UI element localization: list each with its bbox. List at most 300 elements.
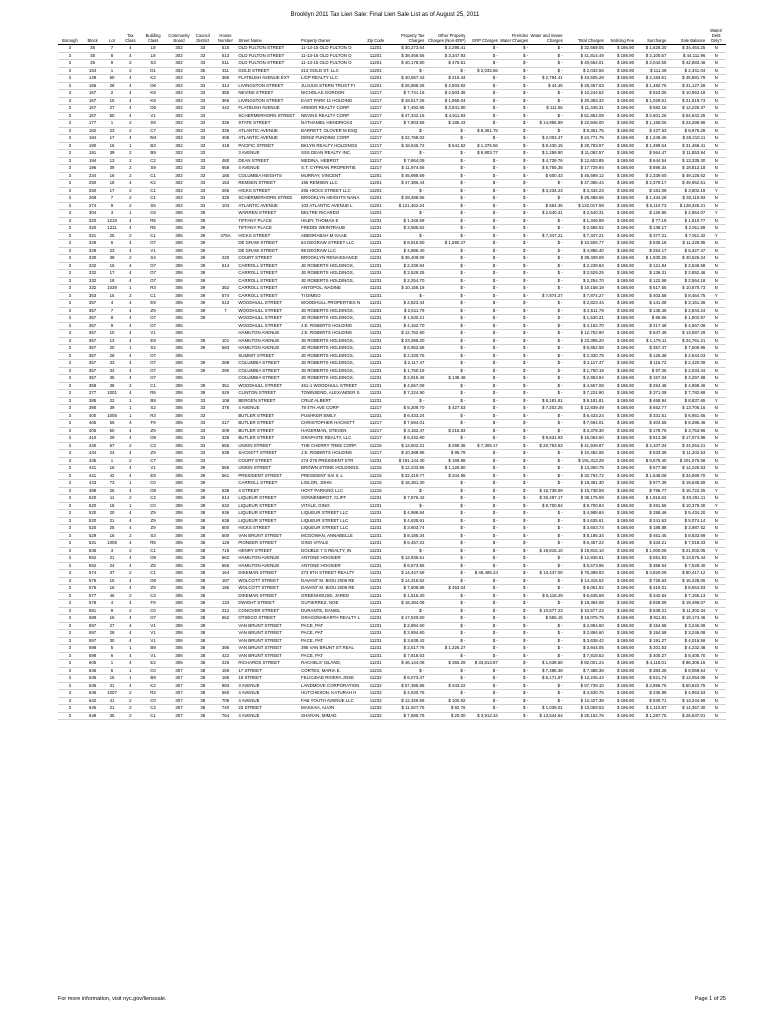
table-row [58,240,726,248]
table-cell: 3 [58,382,82,390]
table-cell: 4 [121,390,140,398]
table-cell: $ 92.76 [425,705,466,713]
table-cell: 3 [58,330,82,338]
table-cell: $ 517.65 [635,285,667,293]
table-cell: HAMILTON AVENUE [237,345,300,353]
table-row [58,652,726,660]
table-cell: 3 [58,150,82,158]
table-row [58,285,726,293]
table-cell: $ - [466,480,498,488]
column-header: Building Class [140,28,166,45]
table-cell: $ 38,409.09 [387,255,426,263]
table-cell: $ 186.90 [605,540,635,548]
table-cell: 529 [82,532,104,540]
table-cell: $ - [529,307,564,315]
table-cell: HICKS STREET [237,525,300,533]
table-cell: 39 [103,405,120,413]
table-cell: $ - [466,487,498,495]
table-cell: 4 [121,472,140,480]
table-cell: WOLCOTT STREET [237,585,300,593]
table-cell: 42 [103,472,120,480]
table-cell: 33 [192,97,214,105]
table-row [58,105,726,113]
table-cell: 11231 [365,517,387,525]
table-cell: $ 1,628.30 [635,45,667,53]
table-cell: $ - [499,367,529,375]
table-cell: 11232 [365,690,387,698]
table-cell: VAN BRUNT STREET [237,645,300,653]
table-cell: $ - [499,405,529,413]
table-cell: 3 [58,165,82,173]
table-cell: 33 [192,112,214,120]
table-cell: N [706,157,726,165]
table-cell: 3 [58,52,82,60]
table-cell: 39 [192,382,214,390]
table-cell: MASSAH, ALVIN [300,705,365,713]
table-row [58,322,726,330]
table-cell: $ - [529,465,564,473]
table-cell: 332 [82,285,104,293]
table-row [58,690,726,698]
table-cell: $ 178.76 [635,427,667,435]
table-cell [214,412,238,420]
table-cell: $ 186.90 [605,532,635,540]
table-cell: $ 186.90 [605,195,635,203]
table-cell: 306 [166,412,192,420]
table-cell: $ - [466,105,498,113]
table-cell: $ - [499,427,529,435]
table-cell: 597 [82,637,104,645]
table-cell: LIQUEUR STREET [237,502,300,510]
table-cell: $ 538.21 [635,607,667,615]
table-cell: 38 [192,705,214,713]
table-cell: $ - [529,285,564,293]
table-cell: $ - [425,487,466,495]
table-cell: V1 [140,652,166,660]
table-cell: $ 6,952.58 [387,345,426,353]
table-cell: $ 8,976.28 [667,127,706,135]
table-cell: GREENHOUSE, JARED [300,592,365,600]
table-cell: 11231 [365,217,387,225]
table-cell: JE ROBERTS HOLDINGS, [300,360,365,368]
table-cell: 302 [166,60,192,68]
table-cell: $ 186.90 [605,457,635,465]
table-cell: 306 [166,652,192,660]
footer-info-link[interactable]: For more information, visit nyc.gov/lienssale. [58,996,167,1002]
table-cell: PACE, PAT [300,652,365,660]
table-cell: $ - [529,337,564,345]
table-cell: $ - [499,375,529,383]
table-cell: $ - [499,502,529,510]
table-cell: $ 186.90 [605,157,635,165]
table-row [58,630,726,638]
table-cell: $ 1,326.27 [425,645,466,653]
table-cell: $ 18,813.18 [667,165,706,173]
table-cell: $ 186.90 [605,705,635,713]
table-cell: SUMMIT STREET [237,352,300,360]
table-cell: 11215 [365,442,387,450]
table-cell: C1 [140,570,166,578]
table-cell: $ 2,540.31 [529,210,564,218]
table-cell: 302 [166,112,192,120]
table-cell: N [706,630,726,638]
table-cell: $ 4,530.75 [387,690,426,698]
table-cell: $ 191,313.28 [564,457,605,465]
table-cell: 357 [82,330,104,338]
table-cell: 1001 [103,390,120,398]
table-cell: $ - [529,645,564,653]
table-cell: $ 1,000.05 [635,547,667,555]
table-cell: $ - [499,592,529,600]
table-cell: 320 [82,217,104,225]
table-cell: JE ROBERTS HOLDINGS, [300,352,365,360]
table-cell: 3 [58,637,82,645]
table-cell: $ 371.09 [635,390,667,398]
column-header: Tax Class [121,28,140,45]
table-cell: $ 1,802.97 [667,315,706,323]
table-cell: 306 [166,510,192,518]
table-cell: $ 186.90 [605,97,635,105]
table-cell: $ 11,228.85 [667,240,706,248]
table-cell: N [706,112,726,120]
column-header: Property Owner [300,28,365,45]
table-cell: $ 186.90 [605,562,635,570]
table-cell: DENIZ FUNDING CORP [300,135,365,143]
table-cell: 3 [58,255,82,263]
table-cell: $ 11,927.76 [387,705,426,713]
table-cell: HOYT PARKING LLC [300,487,365,495]
table-cell: 11231 [365,652,387,660]
table-cell: 38 [192,690,214,698]
table-cell: 302 [166,127,192,135]
table-cell: $ - [466,427,498,435]
table-cell: 4 [121,450,140,458]
table-cell: 39 [192,210,214,218]
table-cell: $ 3,434.23 [564,187,605,195]
table-cell: $ 185.43 [425,120,466,128]
table-cell: $ - [466,345,498,353]
table-cell: C1 [140,187,166,195]
table-cell: $ - [529,682,564,690]
table-cell: $ 186.90 [605,307,635,315]
table-cell: COLUMBIA STREET [237,360,300,368]
table-cell: $ - [425,495,466,503]
table-cell: $ 6,433.24 [564,412,605,420]
table-cell: $ 11,062.57 [564,150,605,158]
table-cell: 352 [214,285,238,293]
table-cell: $ 186.90 [605,712,635,720]
table-cell: 2 [121,607,140,615]
table-cell: $ - [387,487,426,495]
table-cell: N [706,420,726,428]
table-cell: 15 [103,97,120,105]
table-cell: 306 [166,382,192,390]
table-cell: HAMILTON AVENUE [237,555,300,563]
table-cell: 480 [214,157,238,165]
table-row [58,637,726,645]
table-cell: 11217 [365,135,387,143]
table-cell: 306 [166,615,192,623]
table-cell: $ - [425,285,466,293]
table-cell: $ 49,952.51 [667,180,706,188]
table-cell: 11215 [365,472,387,480]
table-cell: $ 46,144.08 [387,660,426,668]
table-cell: N [706,337,726,345]
table-cell: $ 18,075.75 [564,615,605,623]
table-cell: 2 [121,442,140,450]
table-cell: 46 [103,592,120,600]
table-cell: N [706,585,726,593]
table-cell: WOODHULL STREET [237,322,300,330]
table-cell: 34 [103,367,120,375]
table-cell: 38 [192,592,214,600]
table-cell: $ 201.53 [635,645,667,653]
table-cell: N [706,270,726,278]
table-cell: 418 [214,142,238,150]
table-cell: $ 19,815.10 [529,547,564,555]
table-cell: 13 [103,157,120,165]
table-cell: $ 45,881.79 [667,75,706,83]
table-cell: $ 186.90 [605,202,635,210]
table-cell: $ 13,335.30 [667,157,706,165]
table-cell: $ - [499,510,529,518]
table-cell: 600 [214,525,238,533]
table-cell: 225 [214,660,238,668]
table-cell: 3 [58,105,82,113]
table-cell: COLUMBIA STREET [237,367,300,375]
table-cell: $ 2,503.92 [425,82,466,90]
table-cell: $ 46,599.12 [564,172,605,180]
table-cell: 302 [166,97,192,105]
table-cell: 33 [192,157,214,165]
table-cell: 3 [58,120,82,128]
table-cell: $ - [466,232,498,240]
table-cell: N [706,465,726,473]
table-cell: $ - [425,270,466,278]
table-cell: $ 2,529.25 [564,270,605,278]
table-cell: 4 [121,562,140,570]
table-cell: $ 13,447.00 [529,570,564,578]
table-cell: $ 7,876.42 [387,495,426,503]
table-cell: $ - [499,562,529,570]
table-cell: 410 [82,435,104,443]
table-cell: 11217 [365,90,387,98]
table-cell: $ - [499,75,529,83]
table-cell: REMSEN STREET [237,180,300,188]
table-cell: $ 12,752.90 [387,330,426,338]
table-cell: $ - [466,667,498,675]
table-cell: 4 AVENUE [237,697,300,705]
table-row [58,540,726,548]
table-cell: 306 [166,375,192,383]
table-cell: 3 [103,547,120,555]
table-cell: $ 26,637.01 [667,712,706,720]
table-cell: 11231 [365,525,387,533]
table-cell: HICKS STREET [237,187,300,195]
table-cell: 39 [192,285,214,293]
table-cell: 4 [121,630,140,638]
table-cell: CLINTON STREET [237,390,300,398]
table-cell: $ 18,384.08 [564,600,605,608]
table-cell: 11231 [365,307,387,315]
table-cell: $ 8,059.54 [667,667,706,675]
table-cell: HAMILTON AVENUE [237,562,300,570]
table-cell: $ - [499,637,529,645]
table-cell: $ - [466,450,498,458]
table-cell [214,315,238,323]
table-cell: $ - [466,307,498,315]
table-cell: $ 186.90 [605,570,635,578]
table-cell: 29 [103,435,120,443]
table-row [58,172,726,180]
table-cell: $ 10,244.52 [564,90,605,98]
table-cell: O8 [140,487,166,495]
table-cell: 332 [82,262,104,270]
table-cell: PACE, PAT [300,622,365,630]
table-cell: 11231 [365,562,387,570]
table-cell: VAN BRUNT STREET [237,652,300,660]
table-cell: $ - [499,352,529,360]
table-cell: $ - [499,60,529,68]
table-cell: 306 [166,405,192,413]
table-cell: 3 [58,585,82,593]
table-cell: $ - [499,690,529,698]
table-cell: NICHOLAS GORDON [300,90,365,98]
table-cell: 355 [214,90,238,98]
table-cell: $ - [499,600,529,608]
table-cell: 11231 [365,592,387,600]
table-cell: 38 [192,712,214,720]
table-cell: 6 [103,667,120,675]
table-cell: $ 1,434.28 [635,195,667,203]
table-cell: PACIFIC STREET [237,142,300,150]
table-cell: $ 82,001.24 [564,660,605,668]
table-cell: 520 [82,495,104,503]
table-cell: Y [706,187,726,195]
table-cell: $ 38,466.56 [387,52,426,60]
table-cell: $ 7,347.21 [529,232,564,240]
table-cell: 306 [166,465,192,473]
table-cell: 21 [103,555,120,563]
table-cell: $ - [499,307,529,315]
table-cell: $ 57,739.10 [564,682,605,690]
table-cell: B9 [140,675,166,683]
table-cell: $ - [499,210,529,218]
table-cell: $ 7,818.53 [387,652,426,660]
table-cell: N [706,142,726,150]
table-cell: $ 5,074.14 [667,517,706,525]
table-cell: CONOVER STREET [237,607,300,615]
table-cell: 2 [103,90,120,98]
table-cell: $ 8,664.83 [667,585,706,593]
table-cell: 38 [192,547,214,555]
table-cell: $ 1,179.11 [635,337,667,345]
table-cell: 167 [82,105,104,113]
table-cell: $ - [425,675,466,683]
table-cell: $ 2,794.41 [529,75,564,83]
table-cell: $ 186.90 [605,82,635,90]
table-cell: DEAN STREET [237,157,300,165]
table-cell: 531 [82,540,104,548]
table-cell: $ - [529,600,564,608]
table-row [58,675,726,683]
table-cell: 1 [121,502,140,510]
table-cell: $ - [529,345,564,353]
table-cell: 589 [82,615,104,623]
table-cell: $ 1,930.25 [635,255,667,263]
table-cell: 3 [58,547,82,555]
lien-sale-table [58,28,726,720]
table-cell: $ 38,409.09 [564,255,605,263]
table-cell: $ 186.90 [605,285,635,293]
table-cell: SCHERMERHORN STREET [237,112,300,120]
column-header: Surcharge [635,28,667,45]
table-cell: 265 HICKS STREET LLC [300,187,365,195]
table-cell: 3 [58,502,82,510]
table-cell: 441 [82,472,104,480]
table-cell: $ - [529,690,564,698]
table-cell: N [706,570,726,578]
table-cell: 306 [166,315,192,323]
table-cell: $ 600.43 [529,172,564,180]
table-cell: $ - [529,60,564,68]
table-cell: O7 [140,315,166,323]
table-cell: S2 [140,345,166,353]
table-cell: 11231 [365,457,387,465]
table-cell: 435 [82,457,104,465]
table-cell: $ 191,144.40 [387,457,426,465]
table-cell: NEVINS STREET [237,90,300,98]
table-cell: 306 [166,255,192,263]
table-cell: N [706,67,726,75]
table-cell: $ 2,117.47 [387,360,426,368]
table-cell: DIKEMAN STREET [237,592,300,600]
table-cell: $ - [499,90,529,98]
table-cell: $ - [425,540,466,548]
table-cell: JE ROBERTS HOLDINGS, [300,307,365,315]
table-cell: GRAPHITE REALTY, LLC [300,435,365,443]
table-cell: $ 2,032.66 [564,67,605,75]
table-cell: $ - [466,195,498,203]
table-cell: $ 7,305.17 [466,442,498,450]
table-cell: $ - [499,97,529,105]
table-cell: 33 [192,90,214,98]
table-cell: $ 2,339.60 [635,172,667,180]
table-row [58,480,726,488]
table-cell: 38 [192,510,214,518]
table-cell: 576 [82,585,104,593]
table-cell: 357 [82,360,104,368]
table-cell: 373 9TH STREET REALTY [300,570,365,578]
table-cell [214,637,238,645]
table-cell: C0 [140,667,166,675]
table-cell: $ - [425,397,466,405]
table-cell: COLUMBIA STREET [237,375,300,383]
table-cell: $ 2,823.44 [564,300,605,308]
table-cell: $ 186.90 [605,592,635,600]
table-cell: 1 [103,660,120,668]
table-cell: 98 DEGRAW LLC [300,247,365,255]
table-cell: LIVINGSTON STREET [237,82,300,90]
table-cell: 3 [58,135,82,143]
table-cell: $ 18,381.30 [564,480,605,488]
table-cell: SCHERMERHORN STREE [237,195,300,203]
table-cell: 395 [214,645,238,653]
table-row [58,577,726,585]
table-cell: MEDINA, HEBROT [300,157,365,165]
table-cell: $ - [425,480,466,488]
table-cell: $ 48,495.24 [466,570,498,578]
